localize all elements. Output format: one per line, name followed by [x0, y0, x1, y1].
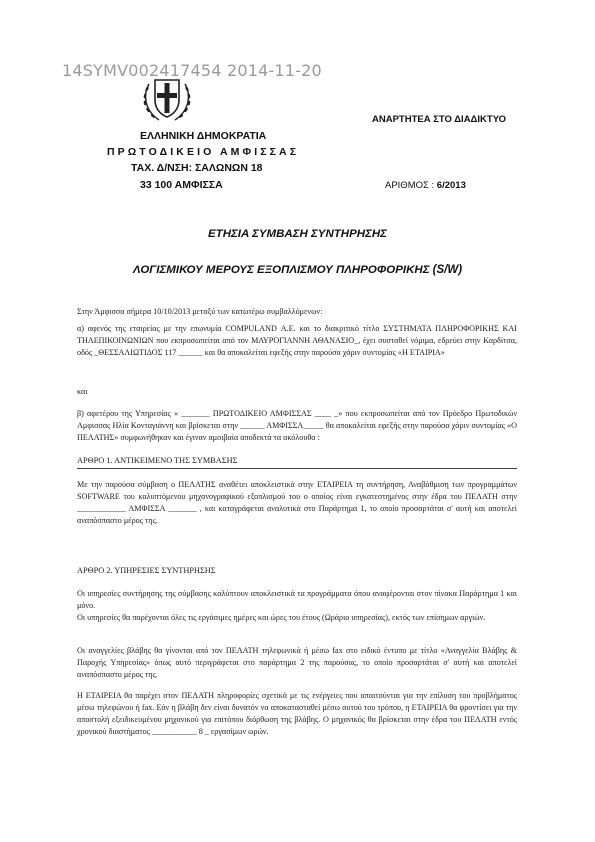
reference-number [385, 180, 466, 191]
party-b-paragraph: β) αφετέρου της Υπηρεσίας « _______ ΠΡΩΤΟΔΙΚΕΙΟ ΑΜΦΙΣΣΑΣ ____ _» που εκπροσωπείται από τον Πρόεδρο Πρωτοδικών Αμφισσας Ηλία Κονταγιάννη και βρίσκεται στην ______ ΑΜΦΙΣΣΑ_____ θα αποκαλείται εφεξής στην παρούσα χάριν συντομίας «Ο ΠΕΛΑΤΗΣ» συμφωνήθηκαν και έγιναν αμοιβαία αποδεκτά τα ακόλουθα : [77, 409, 517, 442]
header-court: ΠΡΩΤΟΔΙΚΕΙΟ ΑΜΦΙΣΣΑΣ [107, 146, 300, 158]
header-postcode-city: 33 100 ΑΜΦΙΣΣΑ [140, 179, 223, 191]
article-2-title: ΑΡΘΡΟ 2. ΥΠΗΡΕΣΙΕΣ ΣΥΝΤΗΡΗΣΗΣ [77, 566, 216, 575]
reference-value: 6/2013 [436, 180, 466, 191]
article-2-paragraph-2: Οι υπηρεσίες θα παρέχονται όλες τις εργάσιμες ημέρες και ώρες του έτους (Ωράριο υπηρεσίας), εκτός των επίσημων αργιών. [77, 613, 486, 622]
header-republic: ΕΛΛΗΝΙΚΗ ΔΗΜΟΚΡΑΤΙΑ [140, 130, 267, 142]
document-id-watermark: 14SYMV002417454 2014-11-20 [62, 61, 322, 80]
intro-paragraph: Στην Άμφισσα σήμερα 10/10/2013 μεταξύ των κατωτέρω συμβαλλόμενων: [77, 307, 323, 316]
document-title: ΕΤΗΣΙΑ ΣΥΜΒΑΣΗ ΣΥΝΤΗΡΗΣΗΣ [208, 228, 387, 240]
article-2-paragraph-4: Η ΕΤΑΙΡΕΙΑ θα παρέχει στον ΠΕΛΑΤΗ πληροφορίες σχετικά με τις ενέργειες που απαιτούνται για την επίλυση του προβλήματος μέσω τηλεφώνου ή fax. Εάν η βλάβη δεν είναι δυνατόν να αποκατασταθεί μέσω αυτού του τρόπου, η ΕΤΑΙΡΕΙΑ θα φροντίσει για την αποστολή εξειδικευμένου μηχανικού για επιτόπου διόρθωση της βλάβης. Ο μηχανικός θα βρίσκεται στην έδρα του ΠΕΛΑΤΗ εντός χρονικού διαστήματος ___________ 8 _ εργασίμων ωρών. [77, 691, 517, 736]
party-a-paragraph: α) αφενός της εταιρείας με την επωνυμία COMPULAND Α.Ε. και το διακριτικό τίτλο ΣΥΣΤΗΜΑΤΑ ΠΛΗΡΟΦΟΡΙΚΗΣ ΚΑΙ ΤΗΛΕΠΙΚΟΙΝΩΝΙΩΝ που εκπροσωπείται από τον ΜΑΥΡΟΓΙΑΝΝΗ ΑΘΑΝΑΣΙΟ_, έχει συσταθεί νόμιμα, εδρεύει στην Καρδίτσα, οδός _ΘΕΣΣΑΛΙΩΤΙΔΟΣ 117 ______ και θα αποκαλείται εφεξής στην παρούσα χάριν συντομίας «Η ΕΤΑΙΡΙΑ» [77, 324, 517, 357]
article-1-text: Με την παρούσα σύμβαση ο ΠΕΛΑΤΗΣ αναθέτει αποκλειστικά στην ΕΤΑΙΡΕΙΑ τη συντήρηση, Αναβάθμιση των προγραμμάτων SOFTWARE του καλυπτόμενου μηχανογραφικού εξοπλισμού του ο οποίος είναι εγκατεστημένος στην έδρα του ΠΕΛΑΤΗ στην ____________ ΑΜΦΙΣΣΑ _______ , και καταγράφεται αναλυτικά στο Παράρτημα 1, το οποίο προσαρτάται σ' αυτή και αποτελεί αναπόσπαστο μέρος της. [77, 480, 517, 525]
document-subtitle: ΛΟΓΙΣΜΙΚΟΥ ΜΕΡΟΥΣ ΕΞΟΠΛΙΣΜΟΥ ΠΛΗΡΟΦΟΡΙΚΗΣ (S/W) [132, 264, 463, 276]
greek-coat-of-arms-icon [139, 72, 195, 126]
reference-label: ΑΡΙΘΜΟΣ : [385, 180, 435, 191]
article-2-paragraph-1: Οι υπηρεσίες συντήρησης της σύμβασης καλύπτουν αποκλειστικά τα προγράμματα όπου αναφέρονται στον πίνακα Παράρτημα 1 και μόνο. [77, 589, 517, 610]
article-1-title: ΑΡΘΡΟ 1. ΑΝΤΙΚΕΙΜΕΝΟ ΤΗΣ ΣΥΜΒΑΣΗΣ [77, 456, 238, 465]
publish-online-note: ΑΝΑΡΤΗΤΕΑ ΣΤΟ ΔΙΑΔΙΚΤΥΟ [372, 114, 507, 125]
article-2-paragraph-3: Οι αναγγελίες βλάβης θα γίνονται από τον ΠΕΛΑΤΗ τηλεφωνικά ή μέσω fax στο ειδικό έντυπο με τίτλο «Αναγγελία Βλάβης & Παροχής Υπηρεσίας» όπως αυτό περιγράφεται στο παράρτημα 2 της παρούσας, το οποίο προσαρτάται σ' αυτή και αποτελεί αναπόσπαστο μέρος της. [77, 646, 517, 679]
header-address: ΤΑΧ. Δ/ΝΣΗ: ΣΑΛΩΝΩΝ 18 [131, 162, 263, 174]
article-1-rule [77, 468, 517, 469]
and-word: και [77, 387, 88, 396]
